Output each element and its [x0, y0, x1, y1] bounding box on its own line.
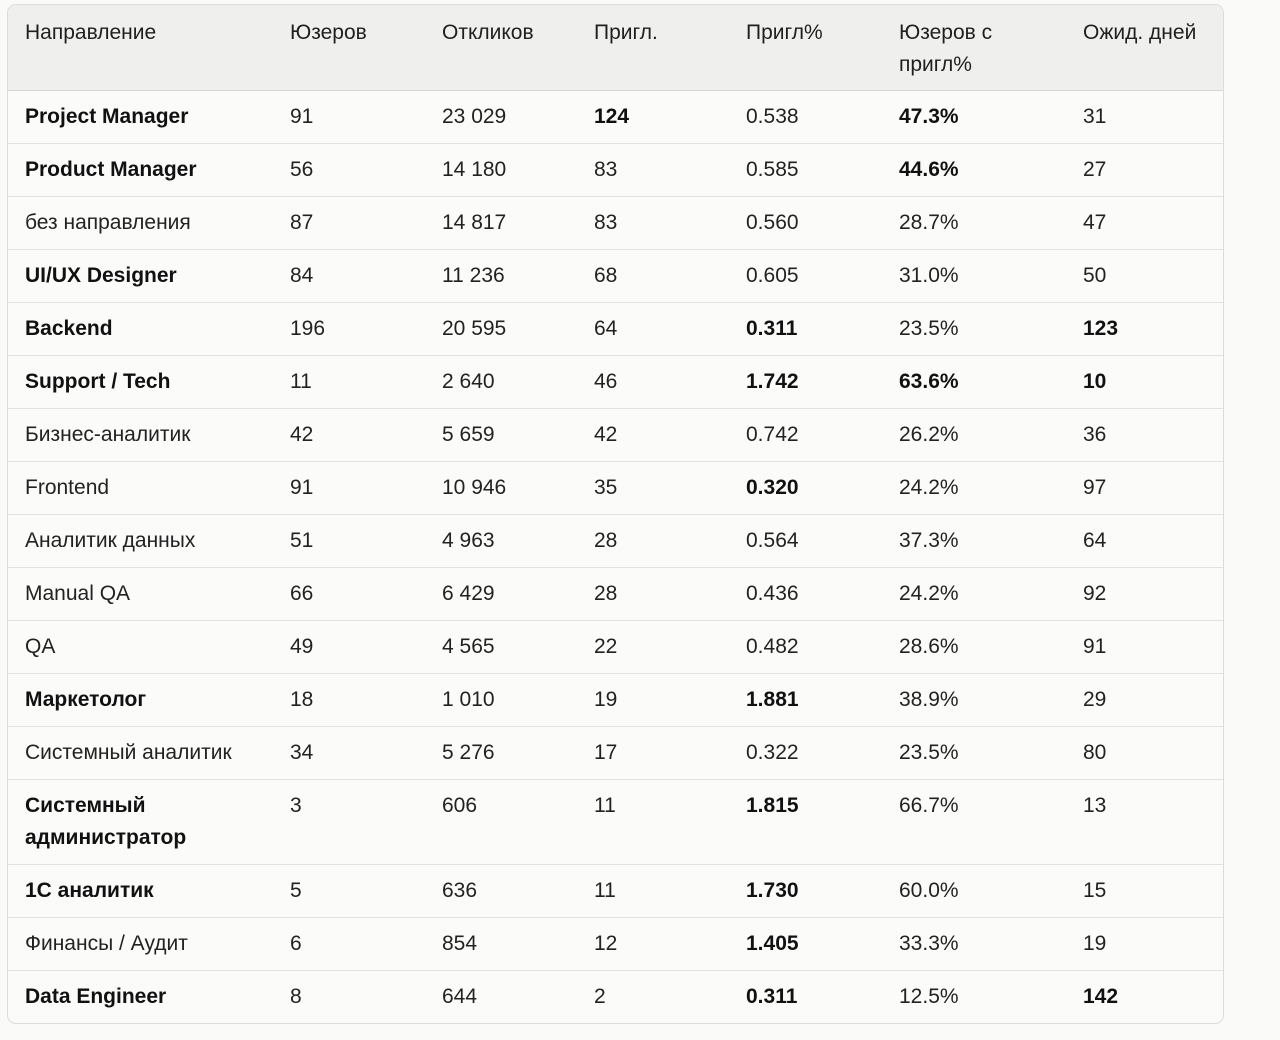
- cell-users: 51: [290, 528, 314, 552]
- cell-direction: Системный администратор: [25, 793, 187, 849]
- cell-responses: 14 817: [442, 210, 507, 234]
- cell-users-with-invite-rate: 28.6%: [899, 634, 959, 658]
- cell-invites: 42: [594, 422, 618, 446]
- cell-direction: Frontend: [25, 475, 110, 499]
- table-row: [8, 408, 1223, 461]
- cell-direction: Manual QA: [25, 581, 131, 605]
- cell-invite-rate: 0.742: [746, 422, 799, 446]
- cell-users: 11: [290, 369, 312, 393]
- cell-users-with-invite-rate: 38.9%: [899, 687, 959, 711]
- table-row: [8, 673, 1223, 726]
- cell-users: 66: [290, 581, 314, 605]
- cell-direction: UI/UX Designer: [25, 263, 177, 287]
- cell-expected-days: 91: [1083, 634, 1107, 658]
- cell-invite-rate: 0.538: [746, 104, 799, 128]
- cell-responses: 1 010: [442, 687, 495, 711]
- table-row: [8, 355, 1223, 408]
- cell-expected-days: 36: [1083, 422, 1107, 446]
- cell-direction: QA: [25, 634, 56, 658]
- cell-users: 18: [290, 687, 314, 711]
- cell-users: 49: [290, 634, 314, 658]
- cell-responses: 2 640: [442, 369, 495, 393]
- cell-responses: 5 276: [442, 740, 495, 764]
- cell-users-with-invite-rate: 28.7%: [899, 210, 959, 234]
- cell-invites: 12: [594, 931, 618, 955]
- cell-users: 5: [290, 878, 302, 902]
- cell-direction: Маркетолог: [25, 687, 147, 711]
- cell-responses: 644: [442, 984, 478, 1008]
- cell-expected-days: 19: [1083, 931, 1107, 955]
- table-row: [8, 970, 1223, 1023]
- cell-responses: 6 429: [442, 581, 495, 605]
- header-expected-days[interactable]: Ожид. дней: [1066, 5, 1223, 90]
- cell-direction: Backend: [25, 316, 113, 340]
- cell-invite-rate: 1.815: [746, 793, 799, 817]
- table-row: [8, 779, 1223, 864]
- table-row: [8, 249, 1223, 302]
- cell-responses: 23 029: [442, 104, 507, 128]
- cell-users-with-invite-rate: 60.0%: [899, 878, 959, 902]
- cell-responses: 636: [442, 878, 478, 902]
- cell-invite-rate: 0.320: [746, 475, 799, 499]
- cell-expected-days: 123: [1083, 316, 1119, 340]
- cell-invite-rate: 0.605: [746, 263, 799, 287]
- cell-invite-rate: 0.311: [746, 984, 798, 1008]
- cell-direction: Бизнес-аналитик: [25, 422, 191, 446]
- cell-direction: без направления: [25, 210, 191, 234]
- cell-expected-days: 13: [1083, 793, 1107, 817]
- cell-direction: Product Manager: [25, 157, 197, 181]
- cell-users-with-invite-rate: 33.3%: [899, 931, 959, 955]
- cell-invites: 68: [594, 263, 618, 287]
- cell-users: 6: [290, 931, 302, 955]
- cell-invites: 28: [594, 528, 618, 552]
- cell-users: 42: [290, 422, 314, 446]
- cell-expected-days: 97: [1083, 475, 1107, 499]
- cell-users: 8: [290, 984, 302, 1008]
- cell-invites: 46: [594, 369, 618, 393]
- cell-users-with-invite-rate: 24.2%: [899, 475, 959, 499]
- cell-expected-days: 27: [1083, 157, 1107, 181]
- cell-direction: Support / Tech: [25, 369, 171, 393]
- cell-invites: 64: [594, 316, 618, 340]
- cell-users-with-invite-rate: 47.3%: [899, 104, 959, 128]
- cell-expected-days: 92: [1083, 581, 1107, 605]
- cell-expected-days: 29: [1083, 687, 1107, 711]
- cell-users: 3: [290, 793, 302, 817]
- cell-users: 91: [290, 104, 314, 128]
- data-table-container: [7, 4, 1224, 1024]
- cell-invites: 83: [594, 210, 618, 234]
- table-row: [8, 620, 1223, 673]
- cell-users-with-invite-rate: 37.3%: [899, 528, 959, 552]
- header-direction[interactable]: Направление: [8, 5, 273, 90]
- cell-invite-rate: 1.730: [746, 878, 799, 902]
- cell-direction: 1С аналитик: [25, 878, 154, 902]
- cell-invites: 19: [594, 687, 618, 711]
- cell-users-with-invite-rate: 63.6%: [899, 369, 959, 393]
- cell-expected-days: 50: [1083, 263, 1107, 287]
- table-row: [8, 143, 1223, 196]
- cell-users: 56: [290, 157, 314, 181]
- cell-responses: 10 946: [442, 475, 507, 499]
- cell-users-with-invite-rate: 23.5%: [899, 316, 959, 340]
- cell-invite-rate: 0.311: [746, 316, 798, 340]
- cell-users-with-invite-rate: 23.5%: [899, 740, 959, 764]
- cell-expected-days: 47: [1083, 210, 1107, 234]
- cell-direction: Финансы / Аудит: [25, 931, 188, 955]
- cell-invite-rate: 1.742: [746, 369, 799, 393]
- cell-expected-days: 10: [1083, 369, 1107, 393]
- header-responses[interactable]: Откликов: [425, 5, 577, 90]
- table-header-row: [8, 5, 1223, 90]
- cell-responses: 4 963: [442, 528, 495, 552]
- cell-invites: 124: [594, 104, 630, 128]
- cell-users-with-invite-rate: 26.2%: [899, 422, 959, 446]
- table-row: [8, 864, 1223, 917]
- table-row: [8, 196, 1223, 249]
- cell-invites: 11: [594, 878, 616, 902]
- cell-expected-days: 80: [1083, 740, 1107, 764]
- table-row: [8, 514, 1223, 567]
- table-row: [8, 726, 1223, 779]
- cell-users-with-invite-rate: 44.6%: [899, 157, 959, 181]
- cell-responses: 606: [442, 793, 478, 817]
- cell-direction: Аналитик данных: [25, 528, 196, 552]
- cell-invite-rate: 0.560: [746, 210, 799, 234]
- cell-invite-rate: 0.585: [746, 157, 799, 181]
- cell-responses: 20 595: [442, 316, 507, 340]
- cell-expected-days: 15: [1083, 878, 1107, 902]
- cell-invite-rate: 1.405: [746, 931, 799, 955]
- cell-expected-days: 31: [1083, 104, 1107, 128]
- cell-invite-rate: 0.482: [746, 634, 799, 658]
- cell-users: 84: [290, 263, 314, 287]
- cell-users-with-invite-rate: 66.7%: [899, 793, 959, 817]
- cell-users: 87: [290, 210, 314, 234]
- directions-table: [8, 5, 1223, 1023]
- cell-direction: Project Manager: [25, 104, 189, 128]
- cell-direction: Системный аналитик: [25, 740, 232, 764]
- cell-users-with-invite-rate: 24.2%: [899, 581, 959, 605]
- header-users-with-invite-rate[interactable]: Юзеров с пригл%: [882, 5, 1066, 90]
- table-row: [8, 90, 1223, 143]
- cell-responses: 14 180: [442, 157, 507, 181]
- cell-invite-rate: 0.564: [746, 528, 799, 552]
- cell-invites: 35: [594, 475, 618, 499]
- cell-expected-days: 142: [1083, 984, 1119, 1008]
- header-invites[interactable]: Пригл.: [577, 5, 729, 90]
- cell-invites: 28: [594, 581, 618, 605]
- cell-invites: 11: [594, 793, 616, 817]
- cell-responses: 4 565: [442, 634, 495, 658]
- cell-invite-rate: 0.436: [746, 581, 799, 605]
- table-row: [8, 567, 1223, 620]
- header-invite-rate[interactable]: Пригл%: [729, 5, 882, 90]
- cell-invites: 17: [594, 740, 618, 764]
- cell-invite-rate: 0.322: [746, 740, 799, 764]
- table-row: [8, 917, 1223, 970]
- cell-users-with-invite-rate: 12.5%: [899, 984, 959, 1008]
- cell-invite-rate: 1.881: [746, 687, 799, 711]
- cell-users-with-invite-rate: 31.0%: [899, 263, 959, 287]
- cell-users: 34: [290, 740, 314, 764]
- header-users[interactable]: Юзеров: [273, 5, 425, 90]
- cell-users: 91: [290, 475, 314, 499]
- cell-responses: 11 236: [442, 263, 505, 287]
- cell-expected-days: 64: [1083, 528, 1107, 552]
- cell-responses: 5 659: [442, 422, 495, 446]
- cell-responses: 854: [442, 931, 478, 955]
- cell-direction: Data Engineer: [25, 984, 167, 1008]
- table-row: [8, 461, 1223, 514]
- cell-invites: 22: [594, 634, 618, 658]
- table-row: [8, 302, 1223, 355]
- cell-invites: 83: [594, 157, 618, 181]
- cell-users: 196: [290, 316, 326, 340]
- cell-invites: 2: [594, 984, 606, 1008]
